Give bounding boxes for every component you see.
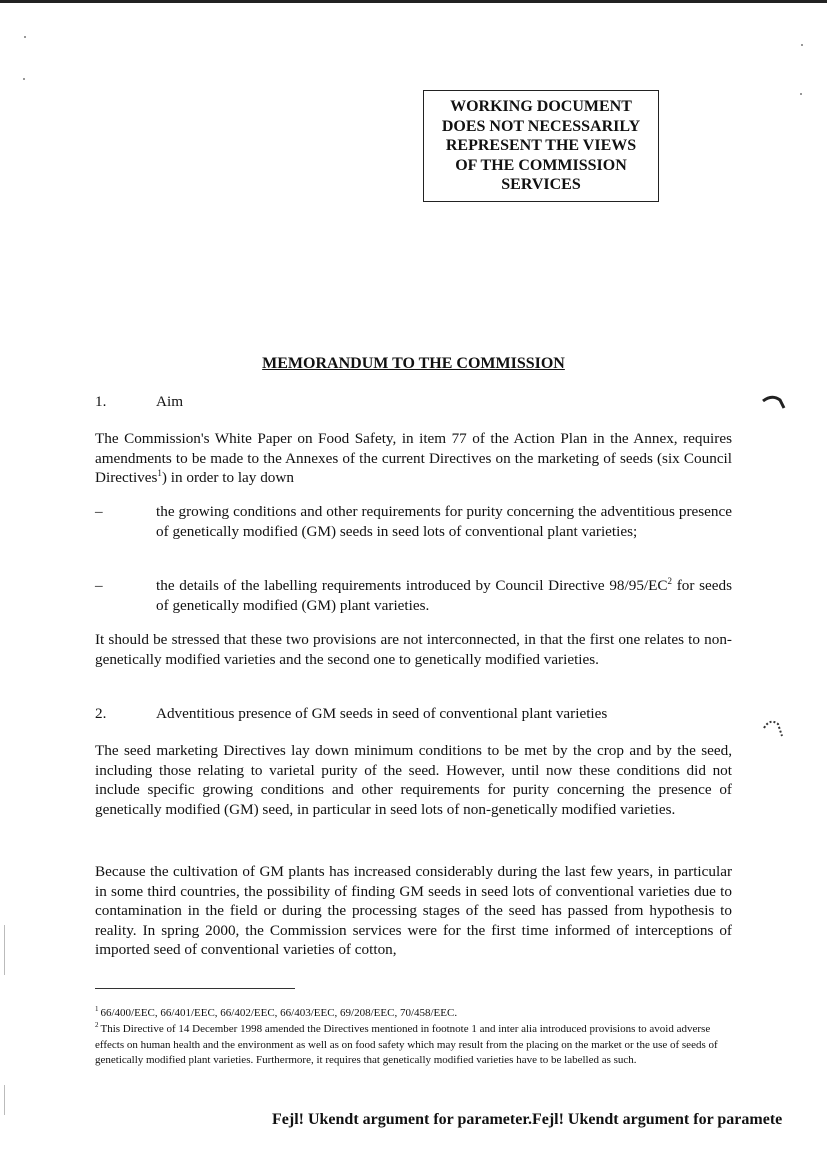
scan-speck (23, 78, 25, 80)
footnote-ref-2[interactable]: 2 (667, 575, 673, 586)
intro-text-tail: ) in order to lay down (161, 469, 294, 487)
scan-speck (801, 44, 803, 46)
intro-text: The Commission's White Paper on Food Safety, in item 77 of the Action Plan in the Annex, requires amendments to be made to the Annexes of the current Directives on the marketing of seeds (six Council Directives (95, 430, 732, 487)
bullet-text-tail: for seeds of genetically modified (GM) plant varieties. (156, 577, 733, 614)
section-2-paragraph-2: Because the cultivation of GM plants has increased considerably during the last few years, in particular in some third countries, the possibility of finding GM seeds in seed lots of conventional varieties due to contamination in the field or during the processing stages of the seed has passed from hypothesis to reality. In spring 2000, the Commission services were for the first time informed of interceptions of imported seed of conventional varieties of cotton, (95, 863, 732, 959)
footnote-ref-1[interactable]: 1 (157, 468, 162, 479)
section-title: Adventitious presence of GM seeds in seed of conventional plant varieties (156, 705, 608, 722)
section-1-heading (95, 392, 183, 412)
notice-line: OF THE COMMISSION (455, 156, 627, 174)
punch-hole-bottom (760, 716, 790, 744)
footnote-2 (95, 1022, 735, 1069)
notice-line: REPRESENT THE VIEWS (445, 137, 637, 155)
memo-title: MEMORANDUM TO THE COMMISSION (262, 355, 565, 372)
section-2-heading (95, 704, 607, 724)
bullet-text (156, 576, 732, 615)
working-document-notice (423, 90, 659, 202)
section-number: 2. (95, 705, 107, 722)
punch-hole-top (760, 392, 790, 414)
section-number: 1. (95, 393, 107, 410)
footnote-mark: 1 (95, 1005, 99, 1014)
footnote-text: 66/400/EEC, 66/401/EEC, 66/402/EEC, 66/403/EEC, 69/208/EEC, 70/458/EEC. (100, 1007, 458, 1019)
scan-speck (800, 93, 802, 95)
bullet-dash: – (95, 577, 103, 594)
section-title: Aim (156, 393, 184, 410)
bullet-text-part: the details of the labelling requirements introduced by Council Directive 98/95/EC (156, 577, 668, 594)
footer-field-error: Fejl! Ukendt argument for parameter.Fejl! Ukendt argument for paramete (272, 1111, 783, 1128)
scan-edge-mark (4, 1085, 5, 1115)
bullet-item (95, 502, 732, 541)
notice-line: DOES NOT NECESSARILY (441, 117, 641, 135)
top-border-rule (0, 0, 827, 3)
section-1-closing: It should be stressed that these two provisions are not interconnected, in that the first one relates to non-genetically modified varieties and the second one to genetically modified varieties. (95, 631, 732, 668)
footnote-1 (95, 1006, 735, 1022)
scan-edge-mark (4, 925, 5, 975)
section-2-paragraph-1: The seed marketing Directives lay down minimum conditions to be met by the crop and by the seed, including those relating to varietal purity of the seed. However, until now these conditions did not include specific growing conditions and other requirements for purity concerning the presence of genetically modified (GM) seed, in particular in seed lots of non-genetically modified varieties. (95, 742, 732, 818)
scan-speck (24, 36, 26, 38)
footnote-separator (95, 988, 295, 989)
bullet-dash: – (95, 503, 103, 520)
notice-line: SERVICES (501, 176, 581, 194)
bullet-item (95, 576, 732, 615)
footnote-text: This Directive of 14 December 1998 amended the Directives mentioned in footnote 1 and inter alia introduced provisions to avoid adverse effects on human health and the environment as well as on food safety which may result from the placing on the market or the use of seeds of genetically modified plant varieties. Furthermore, it requires that genetically modified varieties have to be labelled as such. (95, 1023, 718, 1066)
section-1-intro (95, 429, 732, 488)
footnote-mark: 2 (95, 1021, 99, 1030)
bullet-text: the growing conditions and other requirements for purity concerning the adventitious presence of genetically modified (GM) seeds in seed lots of conventional plant varieties; (156, 503, 732, 540)
notice-line: WORKING DOCUMENT (450, 98, 632, 116)
